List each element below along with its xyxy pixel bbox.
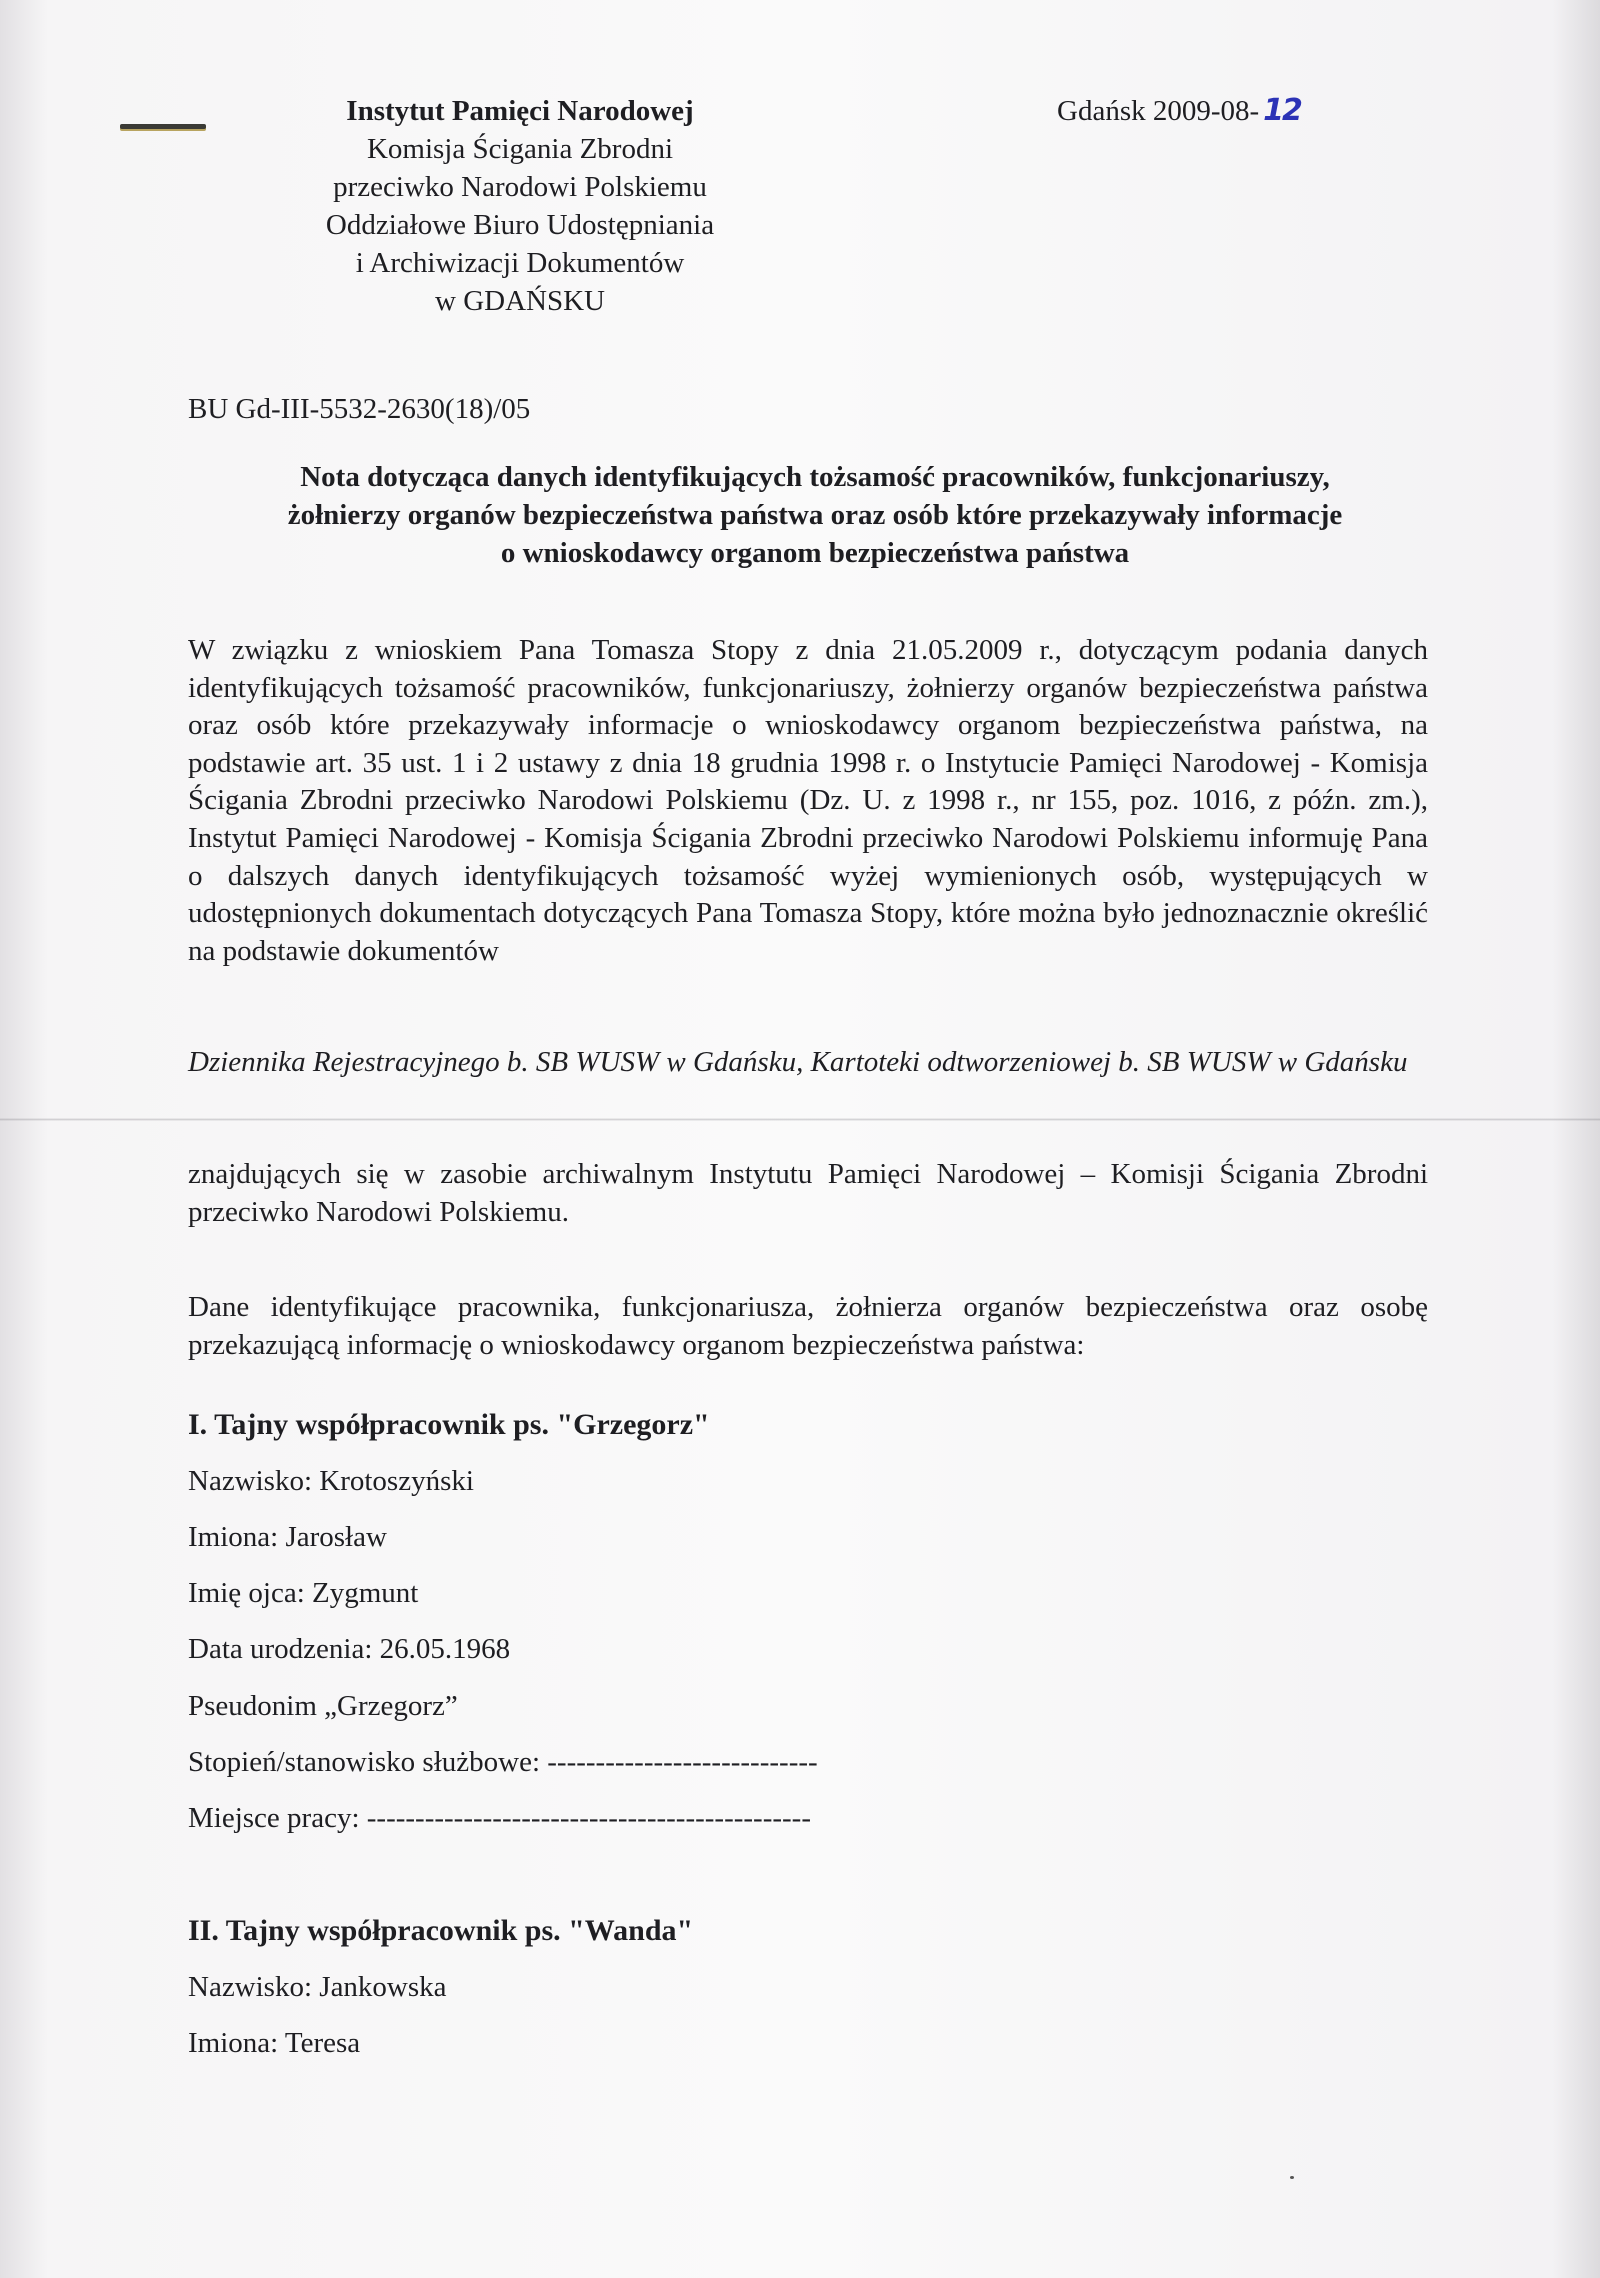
paper-speck — [1290, 2176, 1294, 2179]
body-sources: Dziennika Rejestracyjnego b. SB WUSW w Gdańsku, Kartoteki odtworzeniowej b. SB WUSW w Gdańsku — [188, 1046, 1408, 1078]
title-line: Nota dotycząca danych identyfikujących tożsamość pracowników, funkcjonariuszy, — [300, 461, 1330, 493]
title-line: żołnierzy organów bezpieczeństwa państwa oraz osób które przekazywały informacje — [287, 499, 1343, 531]
body-paragraph-request: W związku z wnioskiem Pana Tomasza Stopy z dnia 21.05.2009 r., dotyczącym podania danych identyfikujących tożsamość pracowników, funkcjonariuszy, żołnierzy organów bezpieczeństwa państwa oraz osób które przekazywały informacje o wnioskodawcy organom bezpieczeństwa państwa, na podstawie art. 35 ust. 1 i 2 ustawy z dnia 18 grudnia 1998 r. o Instytucie Pamięci Narodowej - Komisja Ścigania Zbrodni przeciwko Narodowi Polskiemu (Dz. U. z 1998 r., nr 155, poz. 1016, z późn. zm.), Instytut Pamięci Narodowej - Komisja Ścigania Zbrodni przeciwko Narodowi Polskiemu informuję Pana o dalszych danych identyfikujących tożsamość wyżej wymienionych osób, występujących w udostępnionych dokumentach dotyczących Pana Tomasza Stopy, które można było jednoznacznie określić na podstawie dokumentów — [188, 634, 1428, 967]
institution-line: w GDAŃSKU — [435, 285, 605, 317]
institution-line: i Archiwizacji Dokumentów — [355, 247, 685, 279]
document-date — [1057, 92, 1301, 130]
institution-name: Instytut Pamięci Narodowej — [346, 95, 694, 127]
staple-mark — [120, 124, 206, 129]
body-paragraph-archive: znajdujących się w zasobie archiwalnym Instytutu Pamięci Narodowej – Komisji Ścigania Zbrodni przeciwko Narodowi Polskiemu. — [188, 1158, 1428, 1228]
field-birth-date: Data urodzenia: 26.05.1968 — [188, 1633, 511, 1665]
institution-line: przeciwko Narodowi Polskiemu — [333, 171, 707, 203]
reference-number: BU Gd-III-5532-2630(18)/05 — [188, 393, 531, 425]
field-father-name: Imię ojca: Zygmunt — [188, 1577, 419, 1609]
title-line: o wnioskodawcy organom bezpieczeństwa państwa — [500, 537, 1130, 569]
field-surname: Nazwisko: Krotoszyński — [188, 1465, 474, 1497]
institution-header — [270, 92, 770, 320]
document-title — [190, 458, 1440, 572]
date-handwritten-day: 12 — [1263, 93, 1301, 128]
paper-fold-line — [0, 1118, 1600, 1121]
section-heading-grzegorz: I. Tajny współpracownik ps. "Grzegorz" — [188, 1408, 710, 1441]
institution-line: Komisja Ścigania Zbrodni — [366, 133, 674, 165]
field-surname: Nazwisko: Jankowska — [188, 1971, 447, 2003]
field-pseudonym: Pseudonim „Grzegorz” — [188, 1690, 458, 1722]
field-workplace: Miejsce pracy: ---------------------------------------------- — [188, 1802, 811, 1834]
section-heading-wanda: II. Tajny współpracownik ps. "Wanda" — [188, 1914, 694, 1947]
date-printed: Gdańsk 2009-08- — [1057, 95, 1260, 127]
field-first-names: Imiona: Teresa — [188, 2027, 361, 2059]
field-first-names: Imiona: Jarosław — [188, 1521, 387, 1553]
body-paragraph-data-intro: Dane identyfikujące pracownika, funkcjonariusza, żołnierza organów bezpieczeństwa oraz osobę przekazującą informację o wnioskodawcy organom bezpieczeństwa państwa: — [188, 1291, 1428, 1361]
field-rank-position: Stopień/stanowisko służbowe: ---------------------------- — [188, 1746, 818, 1778]
institution-line: Oddziałowe Biuro Udostępniania — [325, 209, 715, 241]
